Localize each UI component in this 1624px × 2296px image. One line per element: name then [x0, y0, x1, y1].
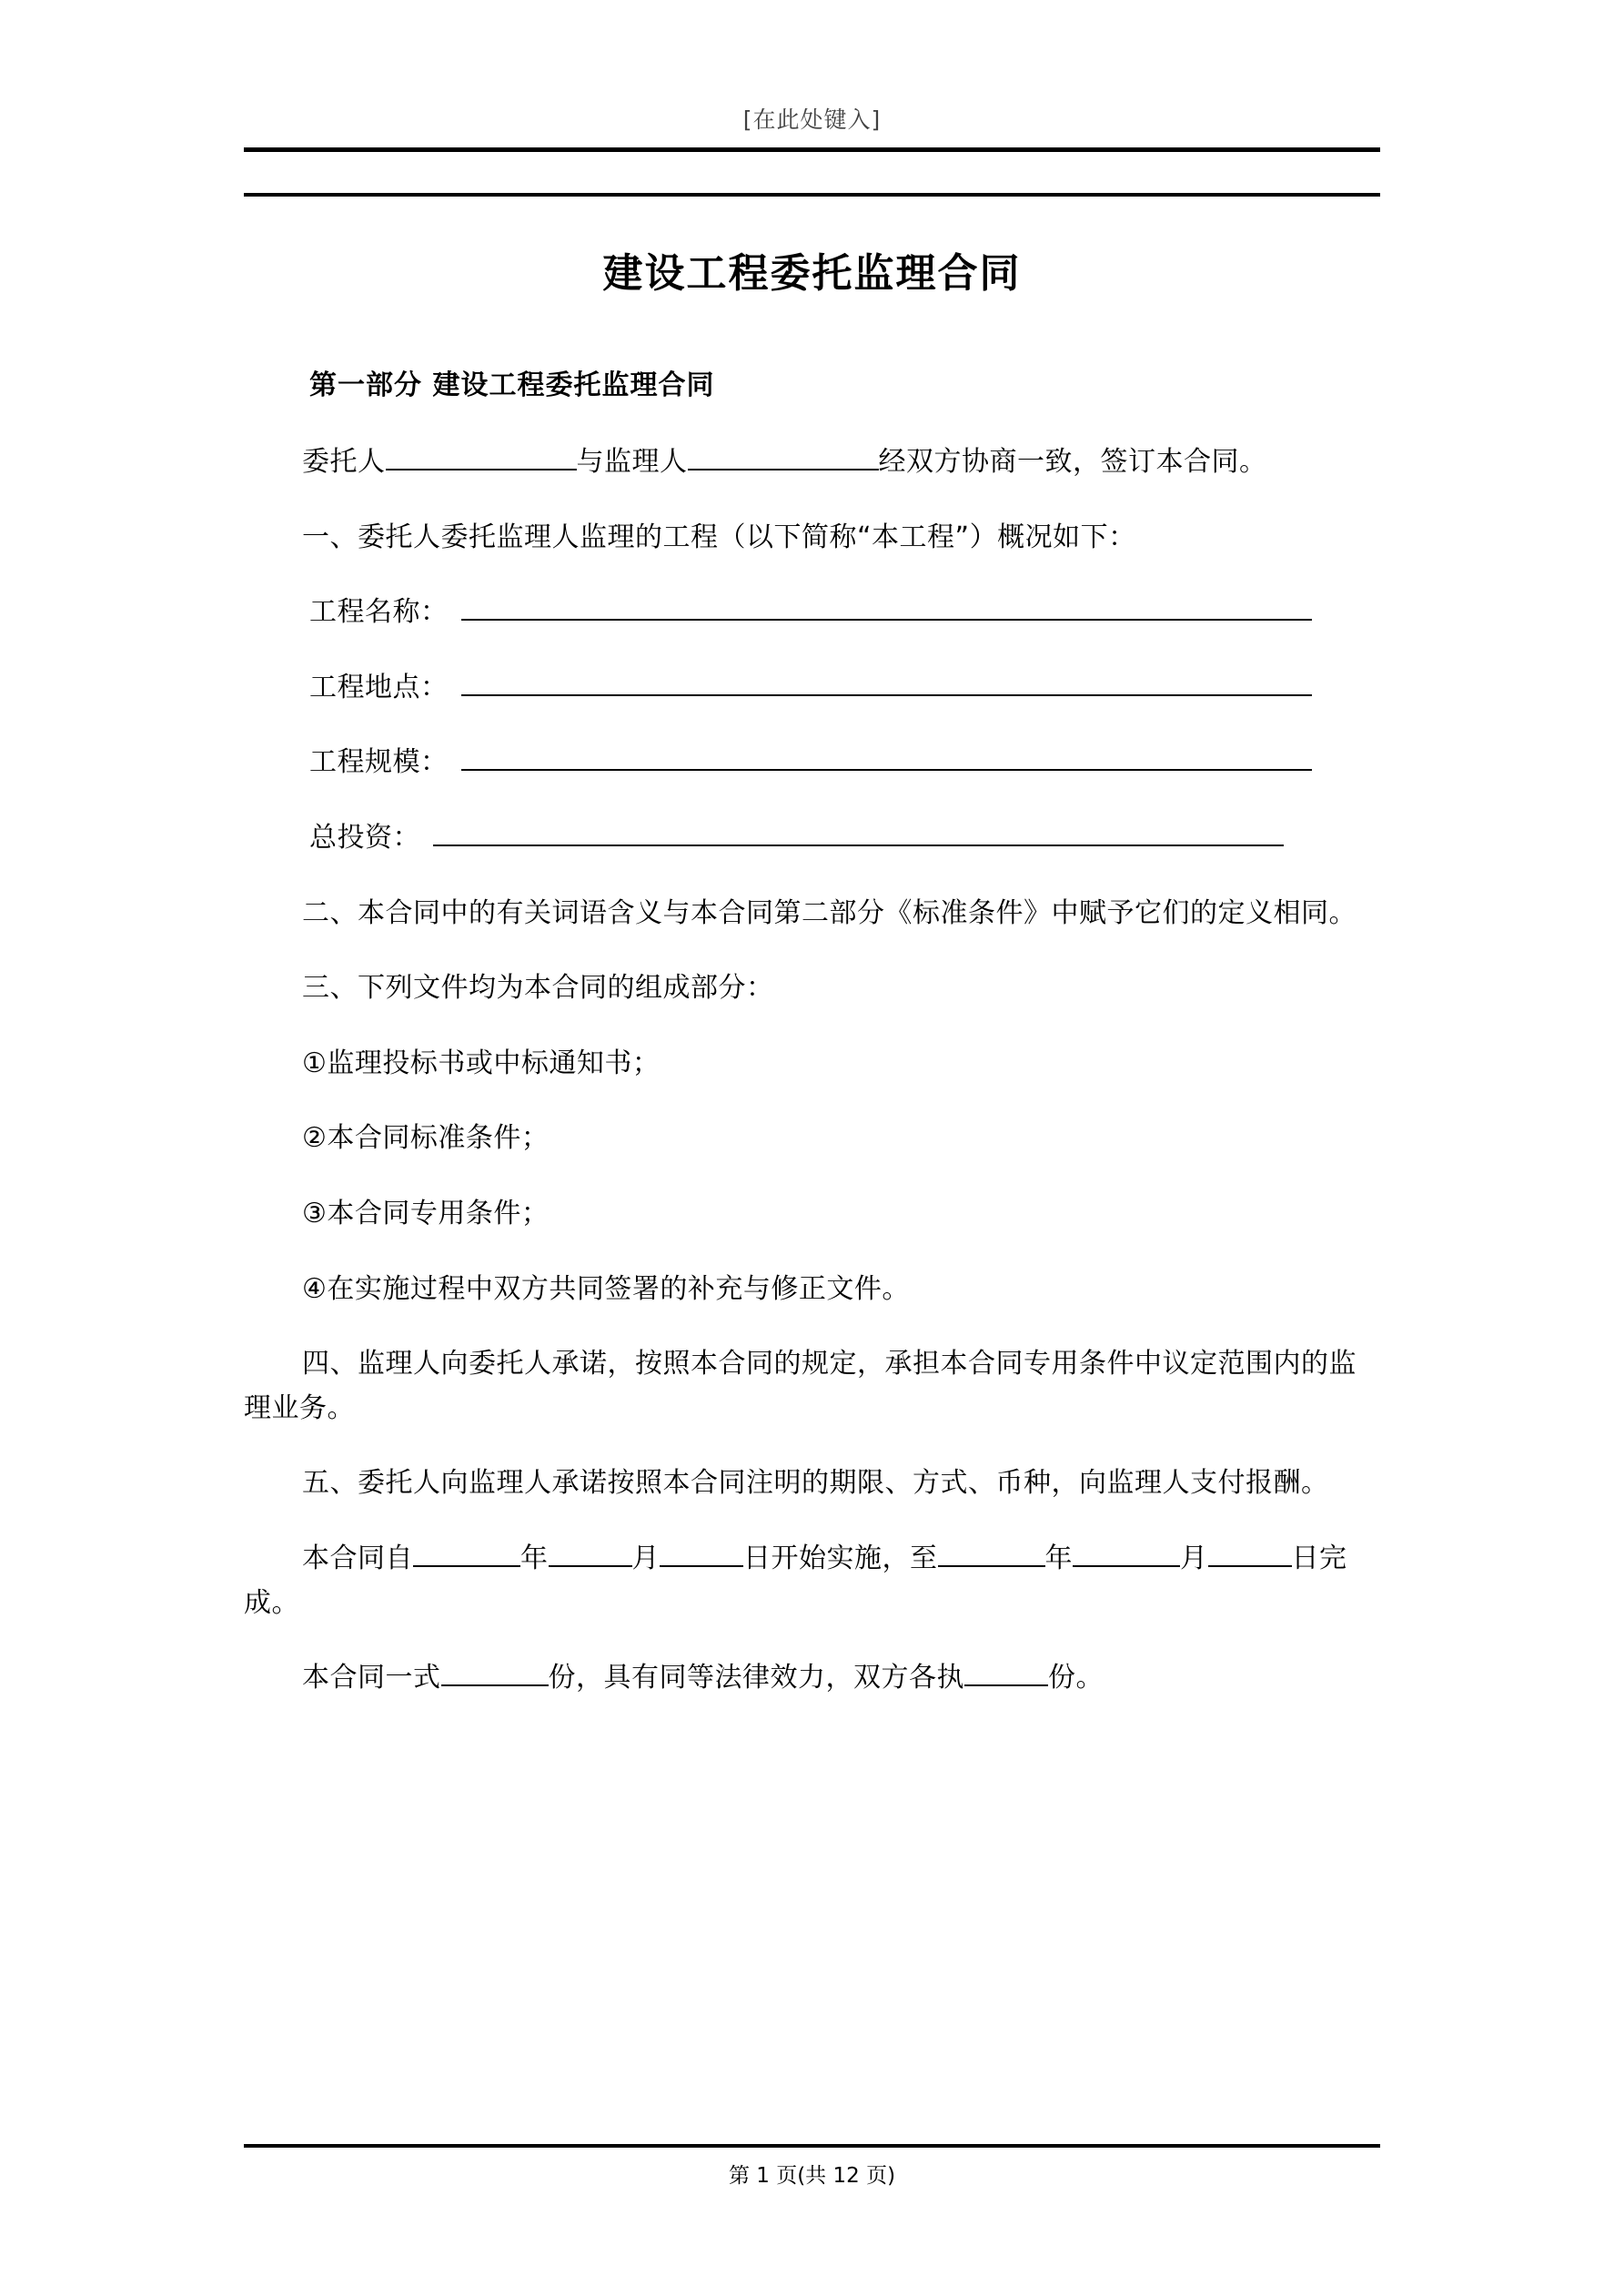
field-project-scale — [244, 741, 1380, 785]
header-divider-bottom — [244, 193, 1380, 197]
blank-project-name[interactable] — [461, 593, 1312, 621]
paragraph-clause-two: 二、本合同中的有关词语含义与本合同第二部分《标准条件》中赋予它们的定义相同。 — [302, 896, 1357, 929]
blank-start-month[interactable] — [549, 1540, 632, 1567]
blank-supervisor-name[interactable] — [688, 443, 879, 470]
list-item-3: ③本合同专用条件； — [302, 1197, 550, 1229]
paragraph-contract-period — [244, 1537, 1380, 1625]
period-text-g: 日完成。 — [244, 1542, 1347, 1619]
list-item-2: ②本合同标准条件； — [302, 1122, 550, 1155]
blank-start-day[interactable] — [660, 1540, 743, 1567]
footer-divider — [244, 2144, 1380, 2148]
document-body — [244, 362, 1380, 1701]
field-total-investment-label: 总投资： — [309, 821, 420, 854]
page-header — [244, 0, 1380, 197]
blank-client-name[interactable] — [386, 443, 577, 470]
field-project-location — [244, 666, 1380, 711]
section-heading-part-one: 第一部分 建设工程委托监理合同 — [309, 369, 715, 401]
paragraph-clause-one: 一、委托人委托监理人监理的工程（以下简称“本工程”）概况如下： — [302, 521, 1136, 553]
paragraph-clause-four: 四、监理人向委托人承诺，按照本合同的规定，承担本合同专用条件中议定范围内的监理业务。 — [244, 1348, 1357, 1424]
list-item-1: ①监理投标书或中标通知书； — [302, 1047, 661, 1079]
paragraph-clause-five: 五、委托人向监理人承诺按照本合同注明的期限、方式、币种，向监理人支付报酬。 — [302, 1467, 1329, 1500]
copies-text-c: 份。 — [1048, 1662, 1104, 1694]
period-text-d: 日开始实施，至 — [743, 1542, 938, 1574]
page-title: 建设工程委托监理合同 — [602, 250, 1022, 297]
parties-text-c: 经双方协商一致，签订本合同。 — [878, 446, 1267, 478]
field-project-scale-label: 工程规模： — [309, 746, 449, 779]
header-divider-top — [244, 147, 1380, 152]
field-project-name — [244, 591, 1380, 635]
paragraph-clause-three: 三、下列文件均为本合同的组成部分： — [302, 972, 774, 1005]
blank-project-location[interactable] — [461, 669, 1312, 696]
paragraph-copies — [244, 1656, 1380, 1701]
page-content — [244, 0, 1380, 2296]
header-placeholder-text: [在此处键入] — [742, 106, 882, 133]
period-text-e: 年 — [1044, 1542, 1073, 1574]
period-text-a: 本合同自 — [302, 1542, 413, 1574]
blank-end-year[interactable] — [938, 1540, 1045, 1567]
copies-text-a: 本合同一式 — [302, 1662, 441, 1694]
parties-text-a: 委托人 — [302, 446, 386, 478]
period-text-b: 年 — [520, 1542, 549, 1574]
period-text-f: 月 — [1180, 1542, 1208, 1574]
blank-project-scale[interactable] — [461, 743, 1312, 771]
period-text-c: 月 — [631, 1542, 660, 1574]
copies-text-b: 份，具有同等法律效力，双方各执 — [548, 1662, 964, 1694]
page-footer — [244, 2144, 1380, 2189]
field-project-name-label: 工程名称： — [309, 596, 449, 629]
field-total-investment — [244, 816, 1380, 861]
field-project-location-label: 工程地点： — [309, 671, 449, 703]
blank-start-year[interactable] — [413, 1540, 520, 1567]
footer-page-number: 第 1 页(共 12 页) — [728, 2164, 896, 2188]
blank-each-party-copies[interactable] — [964, 1659, 1048, 1686]
blank-total-copies[interactable] — [441, 1659, 549, 1686]
parties-text-b: 与监理人 — [576, 446, 688, 478]
blank-total-investment[interactable] — [433, 819, 1284, 846]
blank-end-month[interactable] — [1073, 1540, 1180, 1567]
list-item-4: ④在实施过程中双方共同签署的补充与修正文件。 — [302, 1272, 910, 1305]
blank-end-day[interactable] — [1208, 1540, 1292, 1567]
paragraph-parties — [244, 440, 1380, 485]
